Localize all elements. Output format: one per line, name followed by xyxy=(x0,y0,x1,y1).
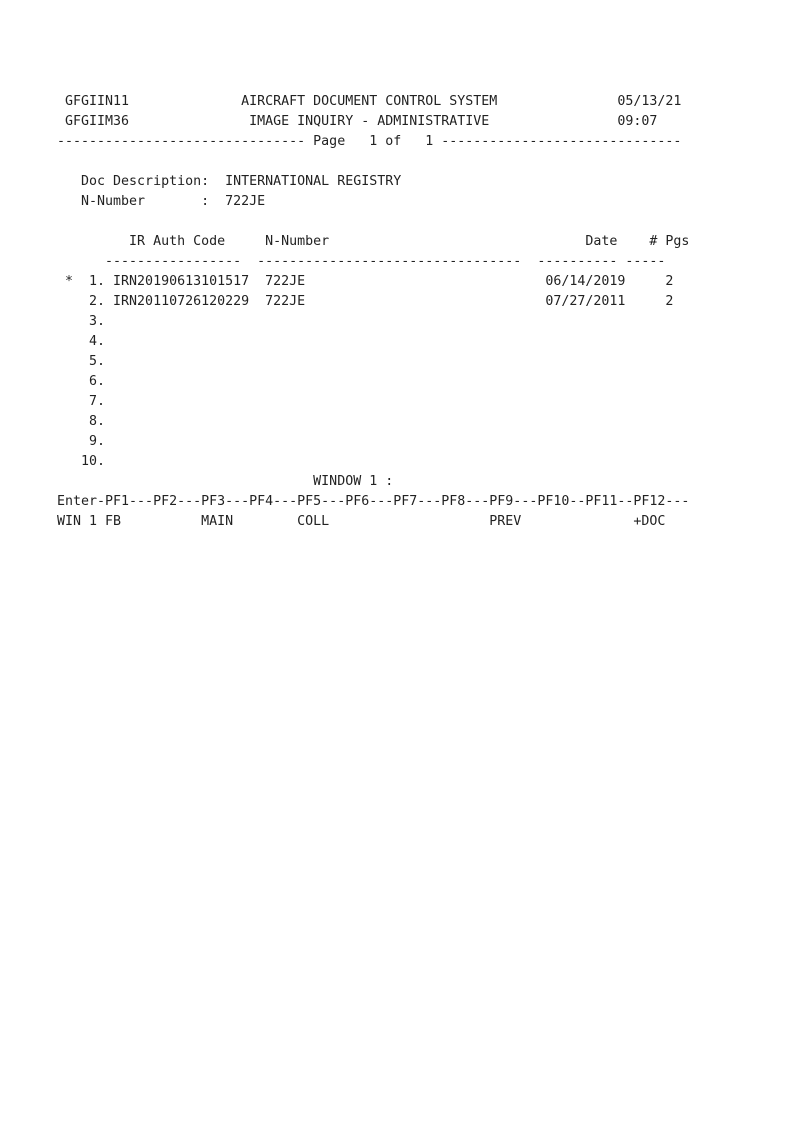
n-number-line: N-Number : 722JE xyxy=(57,194,266,209)
window-input-line[interactable]: WINDOW 1 : xyxy=(57,474,394,489)
page-indicator-line: ------------------------------- Page 1 of 1 ------------------------------ xyxy=(57,134,682,149)
doc-description-line: Doc Description: INTERNATIONAL REGISTRY xyxy=(57,174,402,189)
table-row-5[interactable]: 5. xyxy=(57,354,106,369)
table-row-4[interactable]: 4. xyxy=(57,334,106,349)
pf-key-labels[interactable]: WIN 1 FB MAIN COLL PREV +DOC xyxy=(57,514,666,529)
table-row-1[interactable]: * 1. IRN20190613101517 722JE 06/14/2019 2 xyxy=(57,274,674,289)
header-line-2: GFGIIM36 IMAGE INQUIRY - ADMINISTRATIVE 09:07 xyxy=(57,114,658,129)
table-row-8[interactable]: 8. xyxy=(57,414,106,429)
table-row-6[interactable]: 6. xyxy=(57,374,106,389)
pf-key-bar: Enter-PF1---PF2---PF3---PF4---PF5---PF6---PF7---PF8---PF9---PF10--PF11--PF12--- xyxy=(57,494,690,509)
blank-line xyxy=(57,152,689,172)
table-row-3[interactable]: 3. xyxy=(57,314,106,329)
table-header-underline: ----------------- --------------------------------- ---------- ----- xyxy=(57,254,666,269)
table-row-9[interactable]: 9. xyxy=(57,434,106,449)
header-line-1: GFGIIN11 AIRCRAFT DOCUMENT CONTROL SYSTEM 05/13/21 xyxy=(57,94,682,109)
blank-line xyxy=(57,212,689,232)
table-row-2[interactable]: 2. IRN20110726120229 722JE 07/27/2011 2 xyxy=(57,294,674,309)
table-row-10[interactable]: 10. xyxy=(57,454,106,469)
table-header-line: IR Auth Code N-Number Date # Pgs xyxy=(57,234,690,249)
terminal-screen xyxy=(57,92,689,532)
table-row-7[interactable]: 7. xyxy=(57,394,106,409)
